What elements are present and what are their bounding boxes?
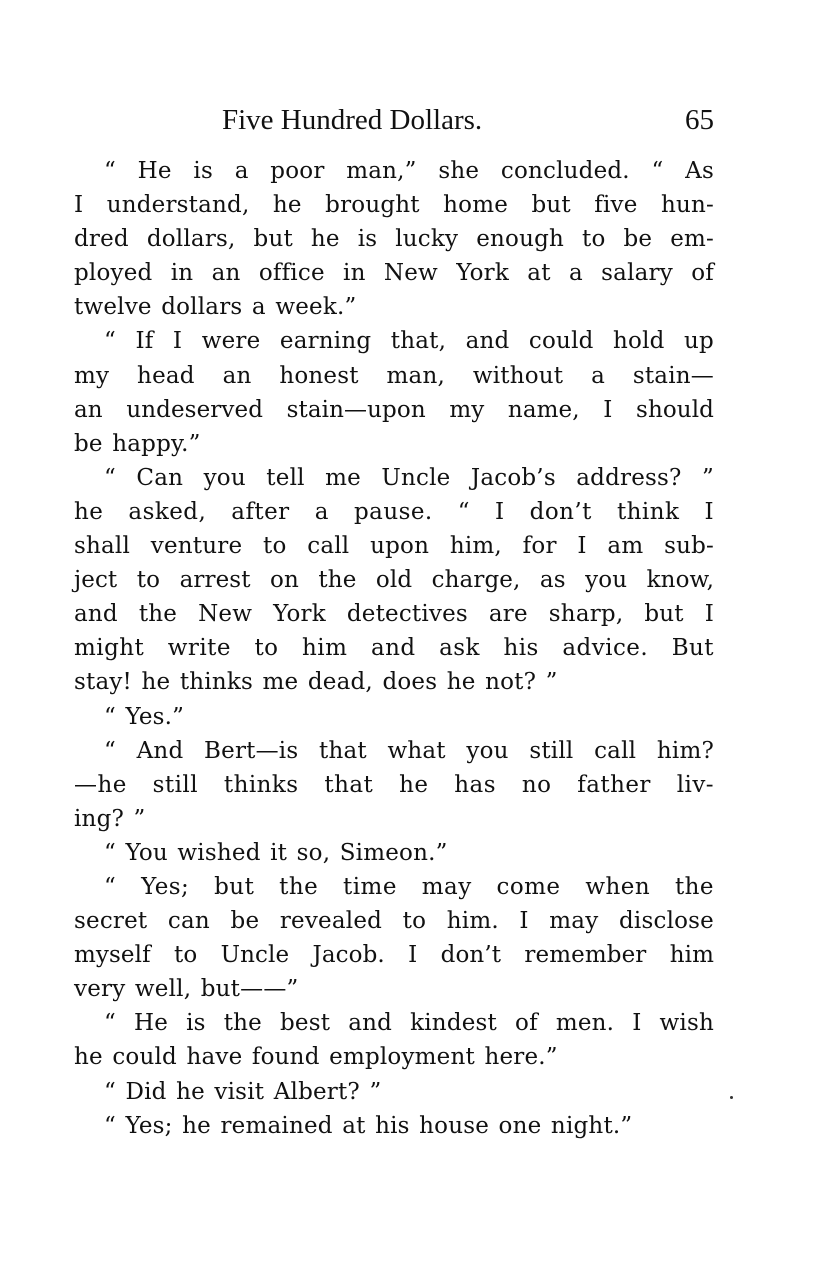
running-head — [74, 98, 714, 142]
text-line: ing? ” — [74, 805, 146, 832]
body-text — [74, 154, 714, 1143]
text-line: dred dollars, but he is lucky enough to be em- — [74, 226, 714, 253]
text-line: ployed in an office in New York at a salary of — [74, 260, 714, 287]
text-line: “ He is a poor man,” she concluded. “ As — [104, 158, 714, 184]
text-line: very well, but——” — [74, 976, 299, 1003]
text-line: secret can be revealed to him. I may disclose — [74, 908, 714, 935]
text-line: “ You wished it so, Simeon.” — [104, 839, 448, 866]
text-line: “ Yes; he remained at his house one night.” — [104, 1112, 633, 1139]
text-line: twelve dollars a week.” — [74, 294, 357, 321]
text-line: might write to him and ask his advice. But — [74, 635, 714, 662]
text-line: I understand, he brought home but five hun- — [74, 192, 714, 219]
text-line: “ Can you tell me Uncle Jacob’s address? ” — [104, 464, 714, 491]
text-line: my head an honest man, without a stain— — [74, 362, 714, 389]
text-line: “ And Bert—is that what you still call him? — [104, 737, 714, 764]
page-number: 65 — [685, 104, 714, 136]
text-line: “ Yes.” — [104, 703, 185, 730]
text-line: he asked, after a pause. “ I don’t think I — [74, 498, 714, 525]
text-line: stay! he thinks me dead, does he not? ” — [74, 669, 558, 696]
text-line: myself to Uncle Jacob. I don’t remember him — [74, 942, 714, 969]
text-line: be happy.” — [74, 430, 201, 457]
text-line: —he still thinks that he has no father liv- — [74, 771, 714, 798]
text-line: “ If I were earning that, and could hold up — [104, 328, 714, 355]
running-title: Five Hundred Dollars. — [222, 104, 483, 136]
text-line: “ Did he visit Albert? ” — [104, 1078, 382, 1105]
text-line: he could have found employment here.” — [74, 1044, 558, 1071]
book-page — [74, 98, 714, 1143]
text-line: “ Yes; but the time may come when the — [104, 873, 714, 900]
text-line: “ He is the best and kindest of men. I wish — [104, 1010, 714, 1037]
text-line: and the New York detectives are sharp, but I — [74, 601, 714, 628]
text-line: ject to arrest on the old charge, as you know, — [74, 567, 714, 594]
text-line: shall venture to call upon him, for I am sub- — [74, 533, 714, 560]
scan-speck — [730, 1096, 733, 1099]
text-line: an undeserved stain—upon my name, I should — [74, 396, 714, 423]
